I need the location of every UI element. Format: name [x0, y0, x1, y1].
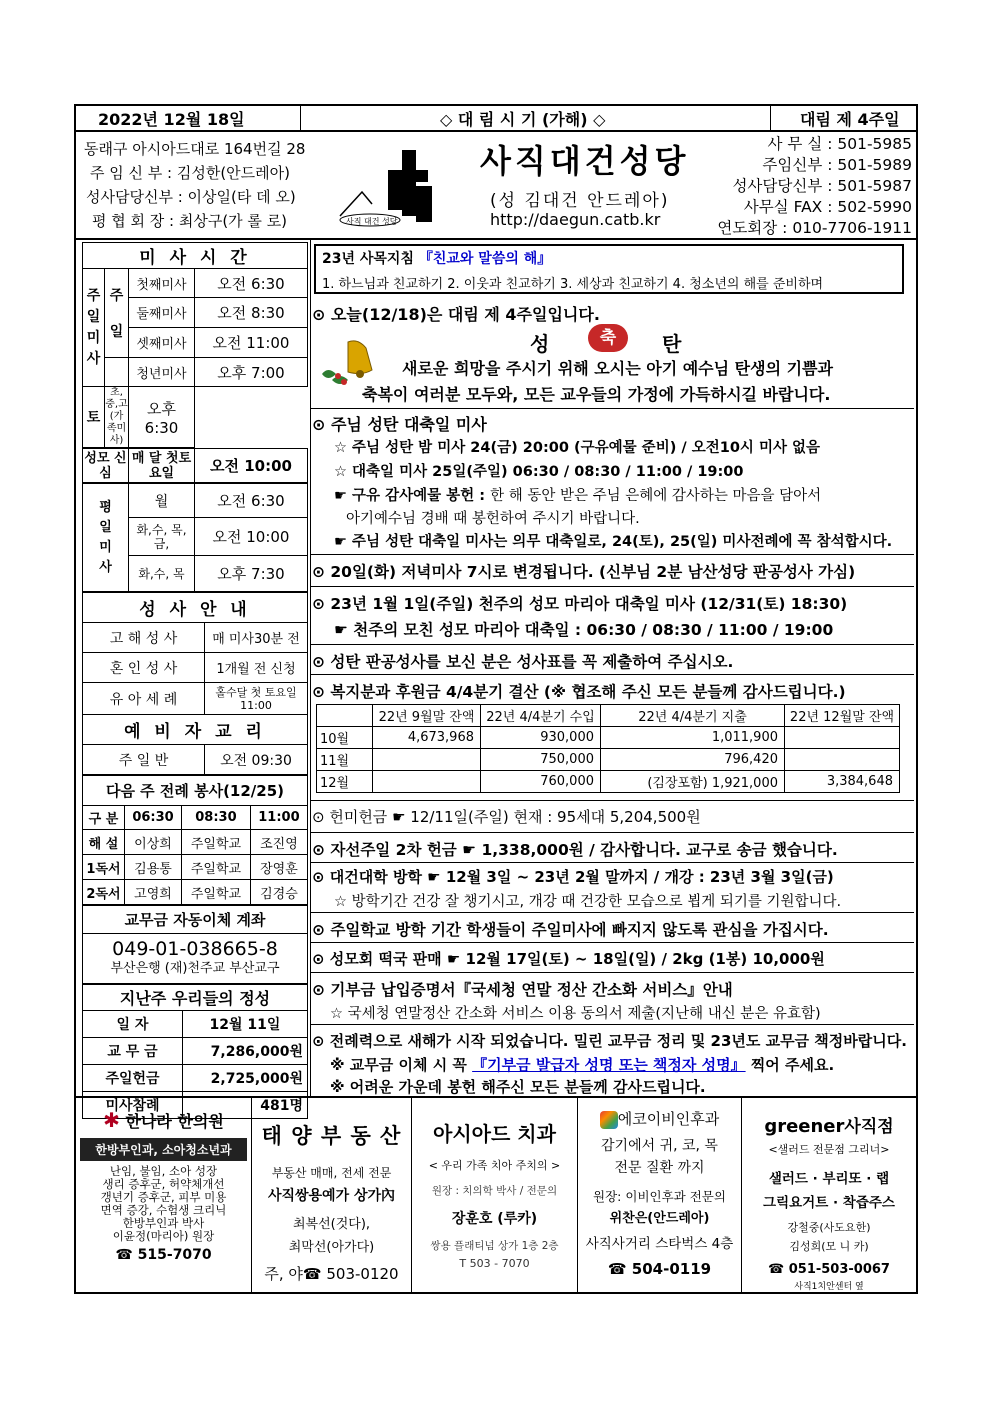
- parish-pastor: 주 임 신 부 : 김성한(안드레아): [90, 164, 290, 182]
- motto-prefix: 23년 사목지침: [322, 251, 419, 267]
- account-number: 049-01-038665-8: [112, 937, 278, 960]
- offering-value: 12월 11일: [183, 1011, 308, 1038]
- hannara-line: 한방부인과 박사: [122, 1216, 205, 1230]
- sacrament-table: [82, 592, 308, 775]
- header-week: 대림 제 4주일: [800, 110, 900, 129]
- ent-line: 전문 질환 까지: [614, 1160, 705, 1176]
- offering-value: 481명: [183, 1092, 308, 1119]
- motto-title-line: [322, 248, 896, 268]
- parish-phones: [692, 134, 912, 239]
- notice-transfer-name: [330, 1054, 834, 1075]
- welfare-table: [316, 704, 900, 793]
- greener-menu: 그릭요거트 · 착즙주스: [763, 1195, 895, 1211]
- taeyang-line: 부동산 매매, 전세 전문: [271, 1166, 392, 1180]
- xmas-badge: [588, 324, 628, 352]
- welfare-month: 12월: [317, 771, 373, 793]
- heart-time: 오전 10:00: [195, 449, 308, 483]
- service-role: 해 설: [83, 830, 125, 855]
- ad-eco-ent: [578, 1098, 742, 1294]
- dental-address: 쌍용 플래티넘 상가 1층 2층: [430, 1240, 559, 1252]
- notice-confession: ⊙ 성탄 판공성사를 보신 분은 성사표를 꼭 제출하여 주십시오.: [312, 653, 734, 671]
- parish-council: 평 협 회 장 : 최상구(가 롤 로): [92, 212, 288, 230]
- offering-value: 2,725,000원: [183, 1065, 308, 1092]
- transfer-link: 『기부금 발급자 성명 또는 책정자 성명』: [472, 1056, 746, 1074]
- mass-name: 셋째미사: [129, 328, 195, 358]
- notice-tax-consent: ☆ 국세청 연말정산 간소화 서비스 이용 동의서 제출(지난해 내신 분은 유효함): [330, 1006, 821, 1022]
- offering-label: 미사참례: [83, 1092, 183, 1119]
- mass-name: 첫째미사: [129, 269, 195, 298]
- catechumen-name: 주 일 반: [83, 745, 205, 775]
- offering-value: 7,286,000원: [183, 1038, 308, 1065]
- welfare-cell: 930,000: [481, 727, 601, 749]
- header-date: 2022년 12월 18일: [98, 110, 245, 129]
- mass-time: 오전 8:30: [195, 298, 308, 328]
- ent-address: 사직사거리 스타벅스 4층: [585, 1236, 734, 1252]
- motto-items: 1. 하느님과 친교하기 2. 이웃과 친교하기 3. 세상과 친교하기 4. 청소년의 해를 준비하며: [322, 277, 824, 292]
- greener-name: greener: [764, 1116, 845, 1137]
- phone-pastor: 주임신부 : 501-5989: [762, 156, 912, 174]
- phone-fax: 사무실 FAX : 502-5990: [743, 198, 912, 216]
- hannara-name-line: [76, 1108, 251, 1132]
- weekday-label: 평 일 미 사: [83, 484, 129, 592]
- welfare-cell: [373, 771, 481, 793]
- notice-college-wish: ☆ 방학기간 건강 잘 챙기시고, 개강 때 건강한 모습으로 뵙게 되기를 기원합니다.: [334, 894, 842, 910]
- service-cell: 조진영: [250, 830, 307, 855]
- weekday-table: [82, 483, 308, 592]
- welfare-cell: 4,673,968: [373, 727, 481, 749]
- parish-url[interactable]: http://daegun.catb.kr: [490, 210, 661, 229]
- hannara-line: 이윤정(마리아) 원장: [112, 1229, 215, 1243]
- crib-offering-label: ☛ 구유 감사예물 봉헌 :: [334, 488, 491, 504]
- weekday-day: 화,수, 목,금,: [129, 518, 195, 556]
- parish-name: 사직대건성당: [480, 142, 690, 180]
- phone-office: 사 무 실 : 501-5985: [767, 135, 912, 153]
- sacrament-when: 1개월 전 신청: [205, 653, 308, 683]
- taeyang-phone: 주, 야☎ 503-0120: [264, 1265, 399, 1283]
- mass-time: 오전 11:00: [195, 328, 308, 358]
- hannara-name: 한나라 한의원: [125, 1112, 224, 1131]
- sacrament-title: 성 사 안 내: [83, 593, 308, 623]
- notice-sunday-school: ⊙ 주일학교 방학 기간 학생들이 주일미사에 빠지지 않도록 관심을 가집시다.: [312, 921, 829, 939]
- ad-greener: [742, 1098, 916, 1294]
- sacrament-name: 혼 인 성 사: [83, 653, 205, 683]
- notice-crib-offering: [334, 484, 821, 505]
- parish-assistant: 성사담당신부 : 이상일(타 데 오): [86, 188, 296, 206]
- service-cell: 주일학교: [182, 830, 251, 855]
- xmas-line2: 축복이 여러분 모두와, 모든 교우들의 가정에 가득하시길 바랍니다.: [362, 385, 831, 404]
- notice-mary-mass: ⊙ 23년 1월 1일(주일) 천주의 성모 마리아 대축일 미사 (12/31(토) 18:30): [312, 595, 848, 613]
- notice-college-break: ⊙ 대건대학 방학 ☛ 12월 3일 ~ 23년 2월 말까지 / 개강 : 23년 3월 3일(금): [312, 868, 834, 886]
- parish-address: 동래구 아시아드대로 164번길 28: [84, 140, 306, 158]
- heart-label: 성모 신심: [84, 450, 127, 481]
- mass-title: 미 사 시 간: [83, 243, 308, 269]
- ent-doctor: 위찬은(안드레아): [609, 1211, 710, 1226]
- hannara-line: 갱년기 증후군, 피부 미용: [100, 1190, 227, 1204]
- weekday-time: 오전 6:30: [195, 484, 308, 518]
- ent-phone: ☎ 504-0119: [607, 1260, 712, 1278]
- xmas-title-mid: 축: [599, 328, 617, 348]
- notice-advent: ⊙ 오늘(12/18)은 대림 제 4주일입니다.: [312, 305, 600, 324]
- service-role: 2독서: [83, 880, 125, 905]
- mass-table: [82, 242, 308, 448]
- service-head: 06:30: [125, 806, 182, 830]
- phone-assistant: 성사담당신부 : 501-5987: [732, 177, 912, 195]
- transfer-post: 찍어 주세요.: [745, 1056, 835, 1074]
- notice-charity: ⊙ 자선주일 2차 헌금 ☛ 1,338,000원 / 감사합니다. 교구로 송금 했습니다.: [312, 841, 838, 859]
- hannara-phone: ☎ 515-7070: [115, 1247, 212, 1263]
- taeyang-name: 태 양 부 동 산: [261, 1124, 402, 1148]
- notice-tax-service: ⊙ 기부금 납입증명서『국세청 연말 정산 간소화 서비스』안내: [312, 981, 733, 999]
- greener-menu: 샐러드 · 부리또 · 랩: [768, 1171, 890, 1187]
- logo-caption: 사직 대건 성당: [346, 217, 398, 226]
- sacrament-when: 홀수달 첫 토요일 11:00: [205, 683, 308, 715]
- greener-name-line: [742, 1112, 916, 1137]
- welfare-month: 10월: [317, 727, 373, 749]
- hannara-line: 면역 증강, 수험생 크리닉: [100, 1203, 227, 1217]
- notice-christmas-mass: ⊙ 주님 성탄 대축일 미사: [312, 415, 487, 434]
- offering-label: 교 무 금: [83, 1038, 183, 1065]
- mass-name: 청년미사: [129, 358, 195, 387]
- notice-thanks: ※ 어려운 가운데 봉헌 해주신 모든 분들께 감사드립니다.: [330, 1078, 706, 1096]
- welfare-cell: 796,420: [601, 749, 785, 771]
- service-cell: 주일학교: [182, 880, 251, 905]
- account-title: 교무금 자동이체 계좌: [83, 906, 308, 934]
- mass-name: 초,중,고 (가족미사): [105, 387, 128, 446]
- weekday-time: 오후 7:30: [195, 556, 308, 592]
- transfer-pre: ※ 교무금 이체 시 꼭: [330, 1056, 473, 1074]
- notice-evening-mass: ⊙ 20일(화) 저녁미사 7시로 변경됩니다. (신부님 2분 남산성당 판공성사 가심): [312, 563, 856, 581]
- ad-hannara: [76, 1098, 252, 1294]
- service-cell: 김용통: [125, 855, 182, 880]
- account-bank: 부산은행 (재)천주교 부산교구: [110, 960, 280, 976]
- welfare-cell: 750,000: [481, 749, 601, 771]
- sunday-label: 주 일 미 사: [83, 269, 105, 387]
- welfare-cell: (김장포함) 1,921,000: [601, 771, 785, 793]
- parish-patron: (성 김대건 안드레아): [490, 191, 670, 211]
- service-head: 구 분: [83, 806, 125, 830]
- xmas-title-right: 탄: [662, 332, 682, 356]
- service-cell: 고영희: [125, 880, 182, 905]
- catechumen-time: 오전 09:30: [205, 745, 308, 775]
- motto-title: 『친교와 말씀의 해』: [418, 251, 552, 267]
- motto-box: [314, 244, 904, 294]
- service-cell: 이상희: [125, 830, 182, 855]
- welfare-cell: [373, 749, 481, 771]
- notice-welfare: ⊙ 복지분과 후원금 4/4분기 결산 (※ 협조해 주신 모든 분들께 감사드립니다.): [312, 683, 846, 701]
- taeyang-line: 사직쌍용예가 상가內: [267, 1188, 396, 1204]
- ad-asiad-dental: [412, 1098, 578, 1294]
- weekday-time: 오전 10:00: [195, 518, 308, 556]
- welfare-head: 22년 12월말 잔액: [785, 705, 900, 727]
- crib-offering-text: 한 해 동안 받은 주님 은혜에 감사하는 마음을 담아서: [490, 488, 822, 504]
- service-cell: 김경승: [250, 880, 307, 905]
- service-head: 08:30: [182, 806, 251, 830]
- ent-logo-icon: [600, 1111, 618, 1129]
- notice-mary-times: ☛ 천주의 모친 성모 마리아 대축일 : 06:30 / 08:30 / 11:00 / 19:00: [334, 621, 834, 639]
- ent-name-line: [578, 1108, 741, 1129]
- notice-obligation: ☛ 주님 성탄 대축일 미사는 의무 대축일로, 24(토), 25(일) 미사전례에 꼭 참석합시다.: [334, 534, 893, 550]
- mass-time: 오후 7:00: [195, 358, 308, 387]
- greener-phone: ☎ 051-503-0067: [768, 1262, 890, 1277]
- account-table: [82, 905, 308, 984]
- greener-branch: 사직점: [844, 1117, 894, 1137]
- offerings-title: 지난주 우리들의 정성: [83, 985, 308, 1011]
- heart-day: 매 달 첫토요일: [129, 449, 195, 483]
- mass-name: 둘째미사: [129, 298, 195, 328]
- notice-rice-offering: ⊙ 헌미헌금 ☛ 12/11일(주일) 현재 : 95세대 5,204,500원: [312, 808, 701, 826]
- welfare-cell: 1,011,900: [601, 727, 785, 749]
- dental-director: 원장 : 치의학 박사 / 전문의: [431, 1185, 558, 1197]
- weekday-day: 월: [129, 484, 195, 518]
- welfare-head: 22년 9월말 잔액: [373, 705, 481, 727]
- dental-tel: T 503 - 7070: [459, 1257, 530, 1270]
- sacrament-name: 고 해 성 사: [83, 623, 205, 653]
- header-season: ◇ 대 림 시 기 (가해) ◇: [440, 110, 606, 129]
- dental-doctor: 장훈호 (루카): [451, 1211, 538, 1227]
- offering-label: 일 자: [83, 1011, 183, 1038]
- sacrament-name: 유 아 세 례: [83, 683, 205, 715]
- welfare-head: 22년 4/4분기 수입: [481, 705, 601, 727]
- sunday-sub: 주 일: [105, 269, 129, 358]
- hannara-line: 생리 증후군, 허약체개선: [102, 1177, 225, 1191]
- mass-time: 오후 6:30: [129, 387, 195, 448]
- welfare-head: [317, 705, 373, 727]
- welfare-cell: [785, 749, 900, 771]
- sat-label: 토: [83, 387, 105, 448]
- ad-taeyang: [252, 1098, 412, 1294]
- taeyang-line: 최복선(것다),: [292, 1217, 371, 1232]
- service-table: [82, 775, 308, 905]
- welfare-head: 22년 4/4분기 지출: [601, 705, 785, 727]
- hannara-line: 난임, 불임, 소아 성장: [109, 1164, 218, 1178]
- greener-location: 사직1치안센터 옆: [794, 1282, 864, 1292]
- notice-new-year: ⊙ 전례력으로 새해가 시작 되었습니다. 밀린 교무금 정리 및 23년도 교무금 책정바랍니다.: [312, 1032, 907, 1050]
- notice-christmas-day: ☆ 대축일 미사 25일(주일) 06:30 / 08:30 / 11:00 / 19:00: [334, 464, 744, 480]
- hannara-logo-icon: ✱: [103, 1108, 120, 1132]
- left-column: [82, 242, 308, 1119]
- heart-table: [82, 448, 308, 483]
- service-head: 11:00: [250, 806, 307, 830]
- greener-sub: <샐러드 전문점 그리너>: [768, 1143, 890, 1156]
- welfare-cell: 760,000: [481, 771, 601, 793]
- welfare-cell: 3,384,648: [785, 771, 900, 793]
- ent-director: 원장: 이비인후과 전문의: [593, 1189, 726, 1204]
- service-cell: 장영훈: [250, 855, 307, 880]
- parish-logo: [326, 140, 446, 234]
- ent-name: 에코이비인후과: [617, 1110, 720, 1128]
- notice-crib-offering-2: 아기예수님 경배 때 봉헌하여 주시기 바랍니다.: [346, 511, 640, 527]
- welfare-cell: [785, 727, 900, 749]
- phone-council: 연도회장 : 010-7706-1911: [717, 219, 912, 237]
- hannara-band: 한방부인과, 소아청소년과: [80, 1138, 247, 1161]
- notice-rice-cake: ⊙ 성모회 떡국 판매 ☛ 12월 17일(토) ~ 18일(일) / 2kg (1봉) 10,000원: [312, 950, 825, 968]
- sacrament-when: 매 미사30분 전: [205, 623, 308, 653]
- dental-name: 아시아드 치과: [433, 1122, 556, 1146]
- greener-person: 강철중(사도요한): [787, 1221, 871, 1234]
- xmas-line1: 새로운 희망을 주시기 위해 오시는 아기 예수님 탄생의 기쁨과: [402, 359, 833, 378]
- dental-sub: < 우리 가족 치아 주치의 >: [428, 1159, 561, 1172]
- xmas-title-left: 성: [530, 332, 550, 356]
- taeyang-line: 최막선(아가다): [288, 1240, 375, 1255]
- mass-time: 오전 6:30: [195, 269, 308, 298]
- service-cell: 주일학교: [182, 855, 251, 880]
- notice-christmas-eve: ☆ 주님 성탄 밤 미사 24(금) 20:00 (구유예물 준비) / 오전10시 미사 없음: [334, 440, 821, 456]
- welfare-month: 11월: [317, 749, 373, 771]
- ent-line: 감기에서 귀, 코, 목: [601, 1138, 718, 1154]
- service-role: 1독서: [83, 855, 125, 880]
- service-title: 다음 주 전례 봉사(12/25): [83, 776, 308, 806]
- greener-person: 김성희(모 니 카): [789, 1240, 869, 1253]
- catechumen-title: 예 비 자 교 리: [83, 715, 308, 745]
- offering-label: 주일헌금: [83, 1065, 183, 1092]
- weekday-day: 화,수, 목: [129, 556, 195, 592]
